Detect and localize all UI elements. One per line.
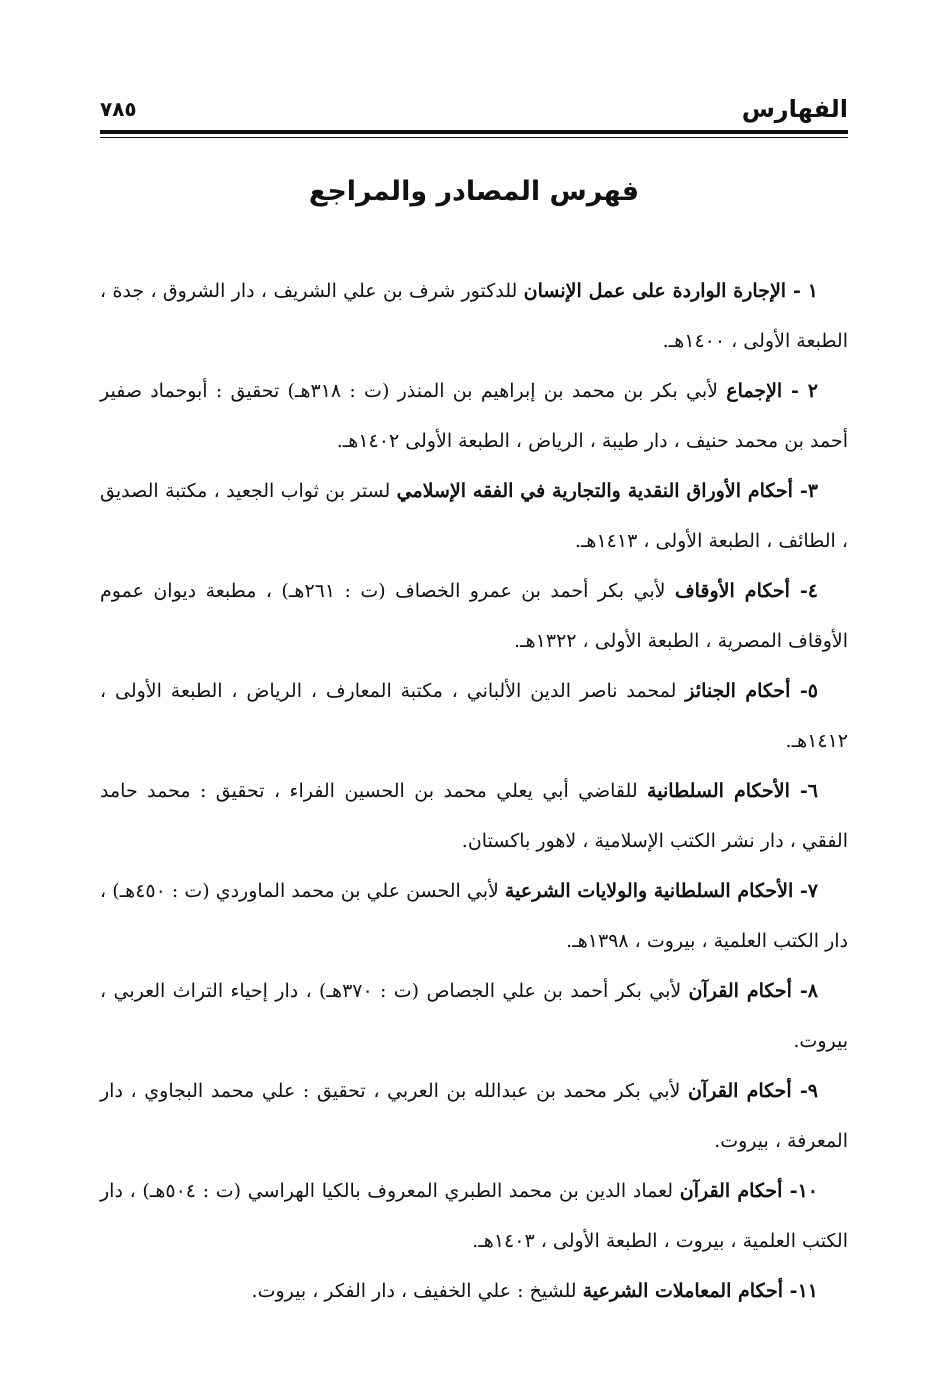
entry-details: لأبي بكر أحمد بن عمرو الخصاف (ت : ٢٦١هـ) ، مطبعة ديوان عموم الأوقاف المصرية ، الطبعة الأولى ، ١٣٢٢هـ. xyxy=(100,580,848,652)
bibliography-entry xyxy=(100,1066,848,1166)
entry-details: لمحمد ناصر الدين الألباني ، مكتبة المعارف ، الرياض ، الطبعة الأولى ، ١٤١٢هـ. xyxy=(100,680,848,752)
entry-details: لأبي الحسن علي بن محمد الماوردي (ت : ٤٥٠هـ) ، دار الكتب العلمية ، بيروت ، ١٣٩٨هـ. xyxy=(100,880,848,952)
bibliography-entry xyxy=(100,366,848,466)
header-rule-thin xyxy=(100,137,848,138)
bibliography-entry xyxy=(100,466,848,566)
entry-details: للدكتور شرف بن علي الشريف ، دار الشروق ، جدة ، الطبعة الأولى ، ١٤٠٠هـ. xyxy=(100,280,848,352)
entry-number: ٩- xyxy=(791,1080,818,1102)
page-number: ٧٨٥ xyxy=(100,97,137,121)
bibliography-entry xyxy=(100,1166,848,1266)
entry-number: ٥- xyxy=(790,680,818,702)
entry-number: ٣- xyxy=(792,480,818,502)
bibliography-entry xyxy=(100,866,848,966)
entry-number: ١٠- xyxy=(782,1180,819,1202)
entry-number: ١١- xyxy=(783,1280,818,1302)
bibliography-entry xyxy=(100,266,848,366)
entry-details: للقاضي أبي يعلي محمد بن الحسين الفراء ، تحقيق : محمد حامد الفقي ، دار نشر الكتب الإسلامية ، لاهور باكستان. xyxy=(100,780,848,852)
entry-details: لأبي بكر محمد بن عبدالله بن العربي ، تحقيق : علي محمد البجاوي ، دار المعرفة ، بيروت. xyxy=(100,1080,848,1152)
bibliography-entry xyxy=(100,766,848,866)
bibliography-entry xyxy=(100,966,848,1066)
entry-details: لعماد الدين بن محمد الطبري المعروف بالكيا الهراسي (ت : ٥٠٤هـ) ، دار الكتب العلمية ، بيروت ، الطبعة الأولى ، ١٤٠٣هـ. xyxy=(100,1180,848,1252)
bibliography-entry xyxy=(100,666,848,766)
entry-details: لستر بن ثواب الجعيد ، مكتبة الصديق ، الطائف ، الطبعة الأولى ، ١٤١٣هـ. xyxy=(100,480,848,552)
entry-title: أحكام القرآن xyxy=(679,1180,783,1202)
entry-details: لأبي بكر أحمد بن علي الجصاص (ت : ٣٧٠هـ) ، دار إحياء التراث العربي ، بيروت. xyxy=(100,980,848,1052)
entry-number: ٧- xyxy=(793,880,818,902)
entry-number: ٢ - xyxy=(782,380,818,402)
entry-details: للشيخ : علي الخفيف ، دار الفكر ، بيروت. xyxy=(251,1280,583,1302)
entry-title: الإجارة الواردة على عمل الإنسان xyxy=(523,280,787,302)
entry-title: أحكام القرآن xyxy=(688,1080,792,1102)
entry-title: الإجماع xyxy=(726,380,783,402)
entry-title: الأحكام السلطانية xyxy=(647,780,790,802)
entry-title: أحكام الجنائز xyxy=(685,680,791,702)
entry-number: ٤- xyxy=(789,580,819,602)
header-rule-thick xyxy=(100,130,848,134)
entry-number: ٦- xyxy=(789,780,818,802)
entry-title: أحكام القرآن xyxy=(688,980,792,1002)
entry-number: ٨- xyxy=(791,980,818,1002)
bibliography-entry xyxy=(100,1266,848,1316)
running-header xyxy=(100,92,848,126)
entry-title: أحكام الأوراق النقدية والتجارية في الفقه الإسلامي xyxy=(396,480,793,502)
running-header-title: الفهارس xyxy=(741,95,848,123)
entry-details: لأبي بكر بن محمد بن إبراهيم بن المنذر (ت : ٣١٨هـ) تحقيق : أبوحماد صفير أحمد بن محمد حنيف ، دار طيبة ، الرياض ، الطبعة الأولى ١٤٠٢هـ. xyxy=(100,380,848,452)
bibliography-entry xyxy=(100,566,848,666)
entry-number: ١ - xyxy=(786,280,818,302)
entry-title: الأحكام السلطانية والولايات الشرعية xyxy=(504,880,794,902)
entry-title: أحكام المعاملات الشرعية xyxy=(582,1280,784,1302)
bibliography-list xyxy=(100,266,848,1316)
page-title: فهرس المصادر والمراجع xyxy=(308,176,640,207)
entry-title: أحكام الأوقاف xyxy=(674,580,790,602)
